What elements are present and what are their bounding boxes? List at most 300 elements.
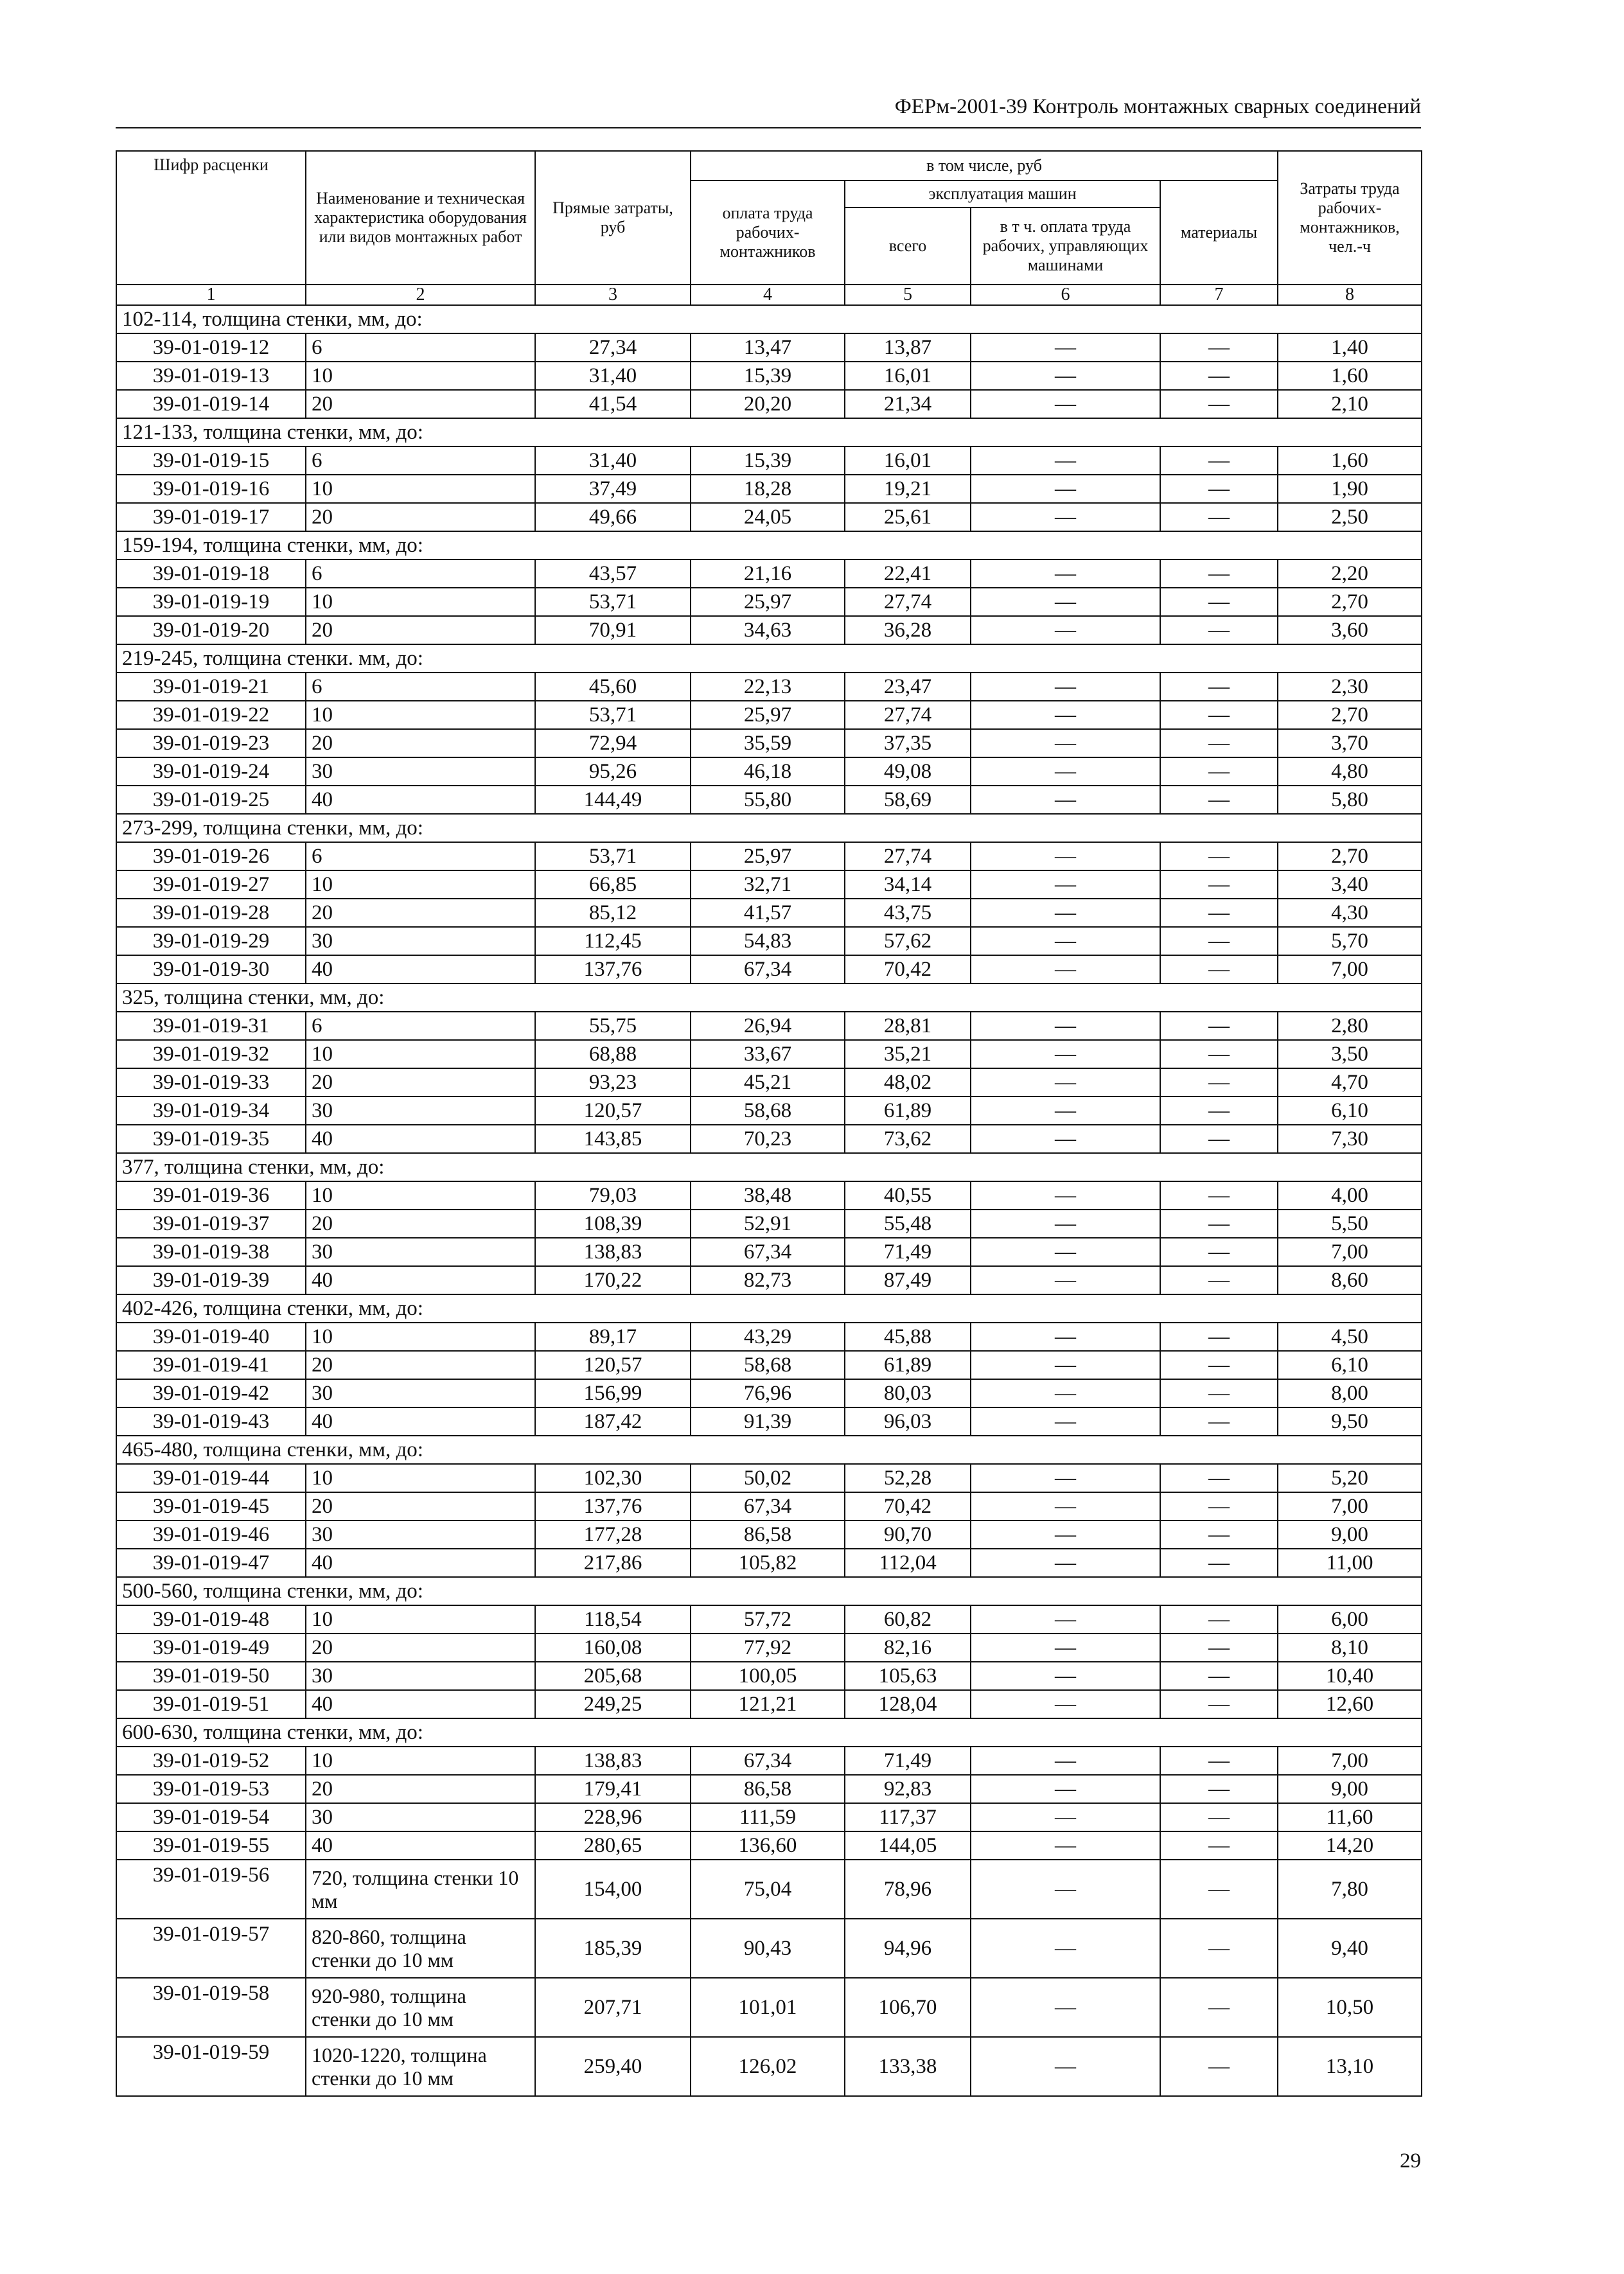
table-row — [116, 1860, 1422, 1919]
column-number: 7 — [1160, 285, 1278, 305]
rate-code-cell: 39-01-019-18 — [116, 560, 306, 588]
direct-costs-cell: 112,45 — [535, 927, 691, 955]
rate-code-cell: 39-01-019-45 — [116, 1492, 306, 1520]
machines-total-cell: 82,16 — [845, 1634, 971, 1662]
labor-hours-cell: 4,50 — [1278, 1323, 1422, 1351]
labor-pay-cell: 25,97 — [691, 588, 845, 616]
table-row — [116, 673, 1422, 701]
table-row — [116, 729, 1422, 757]
table-row — [116, 842, 1422, 870]
machines-labor-cell: — — [971, 786, 1160, 814]
machines-total-cell: 27,74 — [845, 842, 971, 870]
table-body — [116, 305, 1422, 2096]
table-row — [116, 390, 1422, 418]
page-number: 29 — [1400, 2149, 1421, 2173]
machines-total-cell: 96,03 — [845, 1407, 971, 1436]
thickness-cell: 6 — [306, 446, 535, 475]
thickness-cell: 10 — [306, 1181, 535, 1210]
direct-costs-cell: 144,49 — [535, 786, 691, 814]
labor-pay-cell: 52,91 — [691, 1210, 845, 1238]
rate-code-cell: 39-01-019-37 — [116, 1210, 306, 1238]
table-row — [116, 1181, 1422, 1210]
group-heading-row — [116, 305, 1422, 333]
table-row — [116, 1379, 1422, 1407]
thickness-cell: 40 — [306, 1549, 535, 1577]
direct-costs-cell: 72,94 — [535, 729, 691, 757]
materials-cell: — — [1160, 616, 1278, 644]
thickness-cell: 40 — [306, 1125, 535, 1153]
labor-pay-cell: 67,34 — [691, 1492, 845, 1520]
labor-pay-cell: 33,67 — [691, 1040, 845, 1068]
rate-code-cell: 39-01-019-13 — [116, 362, 306, 390]
column-number: 1 — [116, 285, 306, 305]
direct-costs-cell: 120,57 — [535, 1351, 691, 1379]
labor-pay-cell: 105,82 — [691, 1549, 845, 1577]
labor-pay-cell: 90,43 — [691, 1919, 845, 1978]
labor-pay-cell: 70,23 — [691, 1125, 845, 1153]
machines-labor-cell: — — [971, 1323, 1160, 1351]
table-row — [116, 1605, 1422, 1634]
group-heading: 325, толщина стенки, мм, до: — [116, 983, 1422, 1012]
machines-total-cell: 21,34 — [845, 390, 971, 418]
header-direct-costs: Прямые затраты, руб — [535, 151, 691, 285]
rate-code-cell: 39-01-019-52 — [116, 1747, 306, 1775]
thickness-cell: 40 — [306, 1407, 535, 1436]
labor-pay-cell: 50,02 — [691, 1464, 845, 1492]
materials-cell: — — [1160, 390, 1278, 418]
group-heading-row — [116, 983, 1422, 1012]
thickness-cell: 10 — [306, 1464, 535, 1492]
rate-code-cell: 39-01-019-57 — [116, 1919, 306, 1978]
machines-total-cell: 52,28 — [845, 1464, 971, 1492]
materials-cell: — — [1160, 1238, 1278, 1266]
table-row — [116, 899, 1422, 927]
labor-pay-cell: 101,01 — [691, 1978, 845, 2037]
rate-code-cell: 39-01-019-51 — [116, 1690, 306, 1718]
materials-cell: — — [1160, 1323, 1278, 1351]
rate-code-cell: 39-01-019-38 — [116, 1238, 306, 1266]
thickness-cell: 20 — [306, 390, 535, 418]
labor-pay-cell: 58,68 — [691, 1351, 845, 1379]
rate-code-cell: 39-01-019-50 — [116, 1662, 306, 1690]
machines-total-cell: 133,38 — [845, 2037, 971, 2096]
thickness-cell: 20 — [306, 729, 535, 757]
machines-total-cell: 71,49 — [845, 1747, 971, 1775]
thickness-cell: 20 — [306, 899, 535, 927]
machines-total-cell: 16,01 — [845, 362, 971, 390]
machines-labor-cell: — — [971, 503, 1160, 531]
direct-costs-cell: 68,88 — [535, 1040, 691, 1068]
labor-hours-cell: 13,10 — [1278, 2037, 1422, 2096]
thickness-cell: 30 — [306, 1520, 535, 1549]
table-row — [116, 616, 1422, 644]
materials-cell: — — [1160, 1464, 1278, 1492]
thickness-cell: 40 — [306, 955, 535, 983]
machines-labor-cell: — — [971, 1831, 1160, 1860]
labor-pay-cell: 45,21 — [691, 1068, 845, 1097]
rate-code-cell: 39-01-019-28 — [116, 899, 306, 927]
materials-cell: — — [1160, 1978, 1278, 2037]
thickness-cell: 20 — [306, 1634, 535, 1662]
labor-pay-cell: 55,80 — [691, 786, 845, 814]
machines-total-cell: 22,41 — [845, 560, 971, 588]
materials-cell: — — [1160, 1831, 1278, 1860]
table-row — [116, 786, 1422, 814]
table-row — [116, 1831, 1422, 1860]
rate-code-cell: 39-01-019-20 — [116, 616, 306, 644]
labor-pay-cell: 32,71 — [691, 870, 845, 899]
table-row — [116, 757, 1422, 786]
labor-hours-cell: 9,40 — [1278, 1919, 1422, 1978]
header-rule — [116, 127, 1421, 128]
materials-cell: — — [1160, 1775, 1278, 1803]
materials-cell: — — [1160, 1407, 1278, 1436]
labor-hours-cell: 9,00 — [1278, 1520, 1422, 1549]
machines-labor-cell: — — [971, 1492, 1160, 1520]
thickness-cell: 10 — [306, 701, 535, 729]
labor-hours-cell: 4,70 — [1278, 1068, 1422, 1097]
machines-total-cell: 70,42 — [845, 1492, 971, 1520]
materials-cell: — — [1160, 899, 1278, 927]
group-heading: 219-245, толщина стенки. мм, до: — [116, 644, 1422, 673]
machines-total-cell: 23,47 — [845, 673, 971, 701]
materials-cell: — — [1160, 1747, 1278, 1775]
machines-labor-cell: — — [971, 1351, 1160, 1379]
materials-cell: — — [1160, 1662, 1278, 1690]
rate-code-cell: 39-01-019-16 — [116, 475, 306, 503]
table-row — [116, 1775, 1422, 1803]
column-number: 8 — [1278, 285, 1422, 305]
group-heading: 500-560, толщина стенки, мм, до: — [116, 1577, 1422, 1605]
direct-costs-cell: 45,60 — [535, 673, 691, 701]
direct-costs-cell: 177,28 — [535, 1520, 691, 1549]
direct-costs-cell: 207,71 — [535, 1978, 691, 2037]
machines-labor-cell: — — [971, 927, 1160, 955]
group-heading: 402-426, толщина стенки, мм, до: — [116, 1294, 1422, 1323]
thickness-cell: 30 — [306, 1238, 535, 1266]
labor-pay-cell: 67,34 — [691, 1238, 845, 1266]
materials-cell: — — [1160, 1549, 1278, 1577]
group-heading-row — [116, 1577, 1422, 1605]
machines-total-cell: 55,48 — [845, 1210, 971, 1238]
group-heading-row — [116, 1294, 1422, 1323]
machines-labor-cell: — — [971, 1662, 1160, 1690]
machines-labor-cell: — — [971, 955, 1160, 983]
machines-total-cell: 28,81 — [845, 1012, 971, 1040]
table-row — [116, 333, 1422, 362]
table-row — [116, 1978, 1422, 2037]
rate-code-cell: 39-01-019-36 — [116, 1181, 306, 1210]
labor-hours-cell: 10,40 — [1278, 1662, 1422, 1690]
labor-hours-cell: 6,10 — [1278, 1097, 1422, 1125]
table-row — [116, 1803, 1422, 1831]
machines-labor-cell: — — [971, 1549, 1160, 1577]
group-heading: 600-630, толщина стенки, мм, до: — [116, 1718, 1422, 1747]
labor-hours-cell: 5,80 — [1278, 786, 1422, 814]
rate-code-cell: 39-01-019-49 — [116, 1634, 306, 1662]
table-row — [116, 1238, 1422, 1266]
thickness-cell: 6 — [306, 842, 535, 870]
machines-labor-cell: — — [971, 1690, 1160, 1718]
group-heading-row — [116, 814, 1422, 842]
materials-cell: — — [1160, 927, 1278, 955]
machines-total-cell: 35,21 — [845, 1040, 971, 1068]
materials-cell: — — [1160, 1266, 1278, 1294]
labor-hours-cell: 4,80 — [1278, 757, 1422, 786]
rate-code-cell: 39-01-019-14 — [116, 390, 306, 418]
table-row — [116, 701, 1422, 729]
rate-code-cell: 39-01-019-42 — [116, 1379, 306, 1407]
machines-total-cell: 70,42 — [845, 955, 971, 983]
machines-total-cell: 128,04 — [845, 1690, 971, 1718]
direct-costs-cell: 179,41 — [535, 1775, 691, 1803]
labor-hours-cell: 1,60 — [1278, 446, 1422, 475]
thickness-cell: 40 — [306, 1266, 535, 1294]
labor-pay-cell: 67,34 — [691, 955, 845, 983]
direct-costs-cell: 41,54 — [535, 390, 691, 418]
rate-code-cell: 39-01-019-12 — [116, 333, 306, 362]
machines-total-cell: 25,61 — [845, 503, 971, 531]
direct-costs-cell: 31,40 — [535, 362, 691, 390]
rate-code-cell: 39-01-019-22 — [116, 701, 306, 729]
machines-labor-cell: — — [971, 362, 1160, 390]
table-row — [116, 1040, 1422, 1068]
machines-labor-cell: — — [971, 560, 1160, 588]
labor-hours-cell: 2,50 — [1278, 503, 1422, 531]
rate-code-cell: 39-01-019-27 — [116, 870, 306, 899]
thickness-cell: 820-860, толщина стенки до 10 мм — [306, 1919, 535, 1978]
materials-cell: — — [1160, 1860, 1278, 1919]
direct-costs-cell: 93,23 — [535, 1068, 691, 1097]
labor-hours-cell: 7,80 — [1278, 1860, 1422, 1919]
labor-pay-cell: 15,39 — [691, 446, 845, 475]
table-row — [116, 955, 1422, 983]
column-number: 6 — [971, 285, 1160, 305]
machines-labor-cell: — — [971, 729, 1160, 757]
thickness-cell: 30 — [306, 757, 535, 786]
machines-labor-cell: — — [971, 1634, 1160, 1662]
machines-total-cell: 73,62 — [845, 1125, 971, 1153]
labor-pay-cell: 58,68 — [691, 1097, 845, 1125]
materials-cell: — — [1160, 503, 1278, 531]
table-row — [116, 1492, 1422, 1520]
header-machines: эксплуатация машин — [845, 181, 1160, 207]
column-number-row — [116, 285, 1422, 305]
materials-cell: — — [1160, 1520, 1278, 1549]
thickness-cell: 10 — [306, 362, 535, 390]
direct-costs-cell: 53,71 — [535, 588, 691, 616]
thickness-cell: 30 — [306, 1662, 535, 1690]
direct-costs-cell: 85,12 — [535, 899, 691, 927]
column-number: 5 — [845, 285, 971, 305]
machines-total-cell: 94,96 — [845, 1919, 971, 1978]
labor-hours-cell: 3,70 — [1278, 729, 1422, 757]
materials-cell: — — [1160, 560, 1278, 588]
rate-code-cell: 39-01-019-30 — [116, 955, 306, 983]
table-row — [116, 870, 1422, 899]
labor-hours-cell: 4,00 — [1278, 1181, 1422, 1210]
labor-hours-cell: 5,70 — [1278, 927, 1422, 955]
direct-costs-cell: 55,75 — [535, 1012, 691, 1040]
machines-total-cell: 92,83 — [845, 1775, 971, 1803]
direct-costs-cell: 154,00 — [535, 1860, 691, 1919]
materials-cell: — — [1160, 1690, 1278, 1718]
rate-code-cell: 39-01-019-53 — [116, 1775, 306, 1803]
labor-pay-cell: 77,92 — [691, 1634, 845, 1662]
labor-hours-cell: 2,30 — [1278, 673, 1422, 701]
machines-labor-cell: — — [971, 1097, 1160, 1125]
machines-labor-cell: — — [971, 1860, 1160, 1919]
materials-cell: — — [1160, 955, 1278, 983]
group-heading-row — [116, 1153, 1422, 1181]
header-labor-hours: Затраты труда рабочих-монтажников, чел.-ч — [1278, 151, 1422, 285]
materials-cell: — — [1160, 1181, 1278, 1210]
machines-total-cell: 27,74 — [845, 701, 971, 729]
table-row — [116, 1210, 1422, 1238]
running-head: ФЕРм-2001-39 Контроль монтажных сварных соединений — [894, 95, 1421, 118]
machines-total-cell: 90,70 — [845, 1520, 971, 1549]
labor-pay-cell: 46,18 — [691, 757, 845, 786]
machines-total-cell: 144,05 — [845, 1831, 971, 1860]
thickness-cell: 30 — [306, 927, 535, 955]
machines-labor-cell: — — [971, 1803, 1160, 1831]
direct-costs-cell: 43,57 — [535, 560, 691, 588]
thickness-cell: 6 — [306, 1012, 535, 1040]
materials-cell: — — [1160, 729, 1278, 757]
thickness-cell: 6 — [306, 673, 535, 701]
machines-labor-cell: — — [971, 842, 1160, 870]
materials-cell: — — [1160, 1040, 1278, 1068]
labor-pay-cell: 126,02 — [691, 2037, 845, 2096]
rate-code-cell: 39-01-019-48 — [116, 1605, 306, 1634]
table-row — [116, 1012, 1422, 1040]
table-row — [116, 927, 1422, 955]
table-row — [116, 1464, 1422, 1492]
labor-hours-cell: 7,00 — [1278, 1492, 1422, 1520]
group-heading-row — [116, 1718, 1422, 1747]
machines-labor-cell: — — [971, 701, 1160, 729]
header-code: Шифр расценки — [116, 151, 306, 285]
direct-costs-cell: 138,83 — [535, 1238, 691, 1266]
machines-total-cell: 36,28 — [845, 616, 971, 644]
machines-total-cell: 43,75 — [845, 899, 971, 927]
table-row — [116, 1068, 1422, 1097]
machines-labor-cell: — — [971, 1068, 1160, 1097]
labor-pay-cell: 41,57 — [691, 899, 845, 927]
table-row — [116, 1662, 1422, 1690]
rate-code-cell: 39-01-019-39 — [116, 1266, 306, 1294]
labor-pay-cell: 38,48 — [691, 1181, 845, 1210]
materials-cell: — — [1160, 1068, 1278, 1097]
table-row — [116, 560, 1422, 588]
machines-total-cell: 117,37 — [845, 1803, 971, 1831]
machines-labor-cell: — — [971, 899, 1160, 927]
materials-cell: — — [1160, 1492, 1278, 1520]
labor-pay-cell: 67,34 — [691, 1747, 845, 1775]
column-number: 4 — [691, 285, 845, 305]
direct-costs-cell: 118,54 — [535, 1605, 691, 1634]
thickness-cell: 6 — [306, 560, 535, 588]
direct-costs-cell: 66,85 — [535, 870, 691, 899]
rate-code-cell: 39-01-019-17 — [116, 503, 306, 531]
table-row — [116, 1323, 1422, 1351]
table-row — [116, 2037, 1422, 2096]
rate-code-cell: 39-01-019-59 — [116, 2037, 306, 2096]
thickness-cell: 20 — [306, 503, 535, 531]
table-row — [116, 446, 1422, 475]
machines-labor-cell: — — [971, 1520, 1160, 1549]
machines-total-cell: 57,62 — [845, 927, 971, 955]
machines-labor-cell: — — [971, 1605, 1160, 1634]
direct-costs-cell: 102,30 — [535, 1464, 691, 1492]
rate-code-cell: 39-01-019-41 — [116, 1351, 306, 1379]
labor-pay-cell: 91,39 — [691, 1407, 845, 1436]
labor-hours-cell: 7,00 — [1278, 1238, 1422, 1266]
machines-total-cell: 19,21 — [845, 475, 971, 503]
labor-hours-cell: 4,30 — [1278, 899, 1422, 927]
labor-hours-cell: 2,70 — [1278, 588, 1422, 616]
machines-total-cell: 61,89 — [845, 1097, 971, 1125]
labor-hours-cell: 10,50 — [1278, 1978, 1422, 2037]
materials-cell: — — [1160, 1605, 1278, 1634]
labor-pay-cell: 100,05 — [691, 1662, 845, 1690]
machines-labor-cell: — — [971, 390, 1160, 418]
group-heading-row — [116, 1436, 1422, 1464]
group-heading: 377, толщина стенки, мм, до: — [116, 1153, 1422, 1181]
materials-cell: — — [1160, 701, 1278, 729]
materials-cell: — — [1160, 475, 1278, 503]
machines-labor-cell: — — [971, 1978, 1160, 2037]
materials-cell: — — [1160, 1125, 1278, 1153]
thickness-cell: 20 — [306, 1775, 535, 1803]
labor-pay-cell: 75,04 — [691, 1860, 845, 1919]
machines-labor-cell: — — [971, 1040, 1160, 1068]
labor-pay-cell: 24,05 — [691, 503, 845, 531]
machines-labor-cell: — — [971, 588, 1160, 616]
labor-pay-cell: 86,58 — [691, 1520, 845, 1549]
labor-hours-cell: 11,00 — [1278, 1549, 1422, 1577]
direct-costs-cell: 70,91 — [535, 616, 691, 644]
rate-code-cell: 39-01-019-21 — [116, 673, 306, 701]
thickness-cell: 40 — [306, 786, 535, 814]
thickness-cell: 30 — [306, 1379, 535, 1407]
labor-pay-cell: 18,28 — [691, 475, 845, 503]
labor-hours-cell: 7,00 — [1278, 1747, 1422, 1775]
labor-hours-cell: 2,10 — [1278, 390, 1422, 418]
machines-labor-cell: — — [971, 1210, 1160, 1238]
direct-costs-cell: 259,40 — [535, 2037, 691, 2096]
group-heading: 465-480, толщина стенки, мм, до: — [116, 1436, 1422, 1464]
labor-hours-cell: 2,80 — [1278, 1012, 1422, 1040]
direct-costs-cell: 53,71 — [535, 701, 691, 729]
table-row — [116, 1351, 1422, 1379]
materials-cell: — — [1160, 1919, 1278, 1978]
direct-costs-cell: 53,71 — [535, 842, 691, 870]
labor-hours-cell: 7,00 — [1278, 955, 1422, 983]
rate-code-cell: 39-01-019-32 — [116, 1040, 306, 1068]
thickness-cell: 40 — [306, 1690, 535, 1718]
labor-hours-cell: 14,20 — [1278, 1831, 1422, 1860]
rates-table — [116, 150, 1422, 2097]
column-number: 3 — [535, 285, 691, 305]
materials-cell: — — [1160, 1210, 1278, 1238]
labor-pay-cell: 20,20 — [691, 390, 845, 418]
machines-labor-cell: — — [971, 446, 1160, 475]
rate-code-cell: 39-01-019-24 — [116, 757, 306, 786]
thickness-cell: 30 — [306, 1803, 535, 1831]
materials-cell: — — [1160, 446, 1278, 475]
rate-code-cell: 39-01-019-34 — [116, 1097, 306, 1125]
